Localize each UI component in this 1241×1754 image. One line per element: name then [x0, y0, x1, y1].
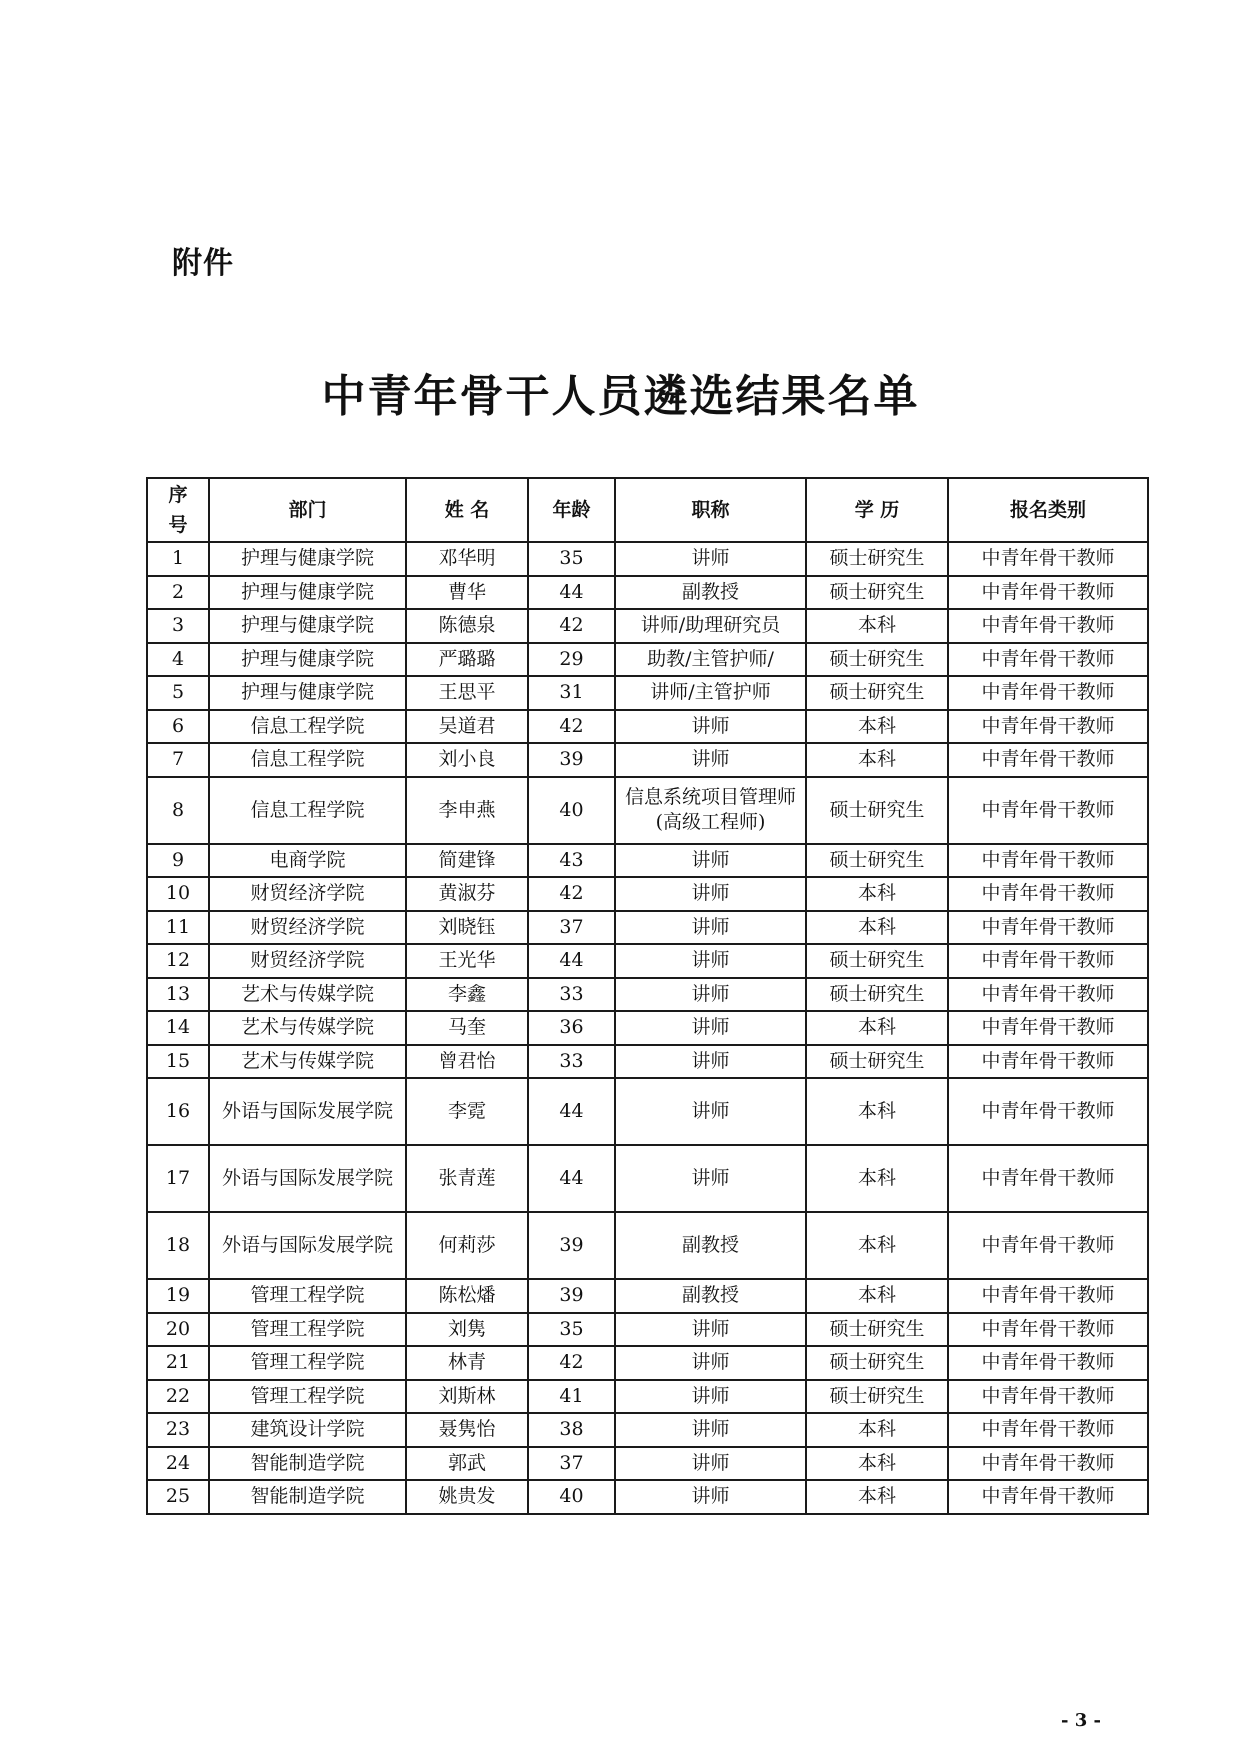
cell-department: 电商学院: [209, 844, 406, 878]
header-seq-line1: 序: [168, 484, 188, 506]
cell-age: 31: [528, 676, 615, 710]
header-seq-line2: 号: [168, 514, 188, 536]
cell-name: 刘晓钰: [406, 911, 528, 945]
cell-seq: 24: [147, 1447, 209, 1481]
cell-title: 讲师: [615, 1145, 806, 1212]
cell-title: 讲师: [615, 743, 806, 777]
cell-name: 王思平: [406, 676, 528, 710]
cell-title: 讲师: [615, 1313, 806, 1347]
table-row: [147, 1078, 1148, 1145]
table-row: [147, 1480, 1148, 1514]
cell-department: 外语与国际发展学院: [209, 1145, 406, 1212]
cell-education: 硕士研究生: [806, 844, 948, 878]
cell-category: 中青年骨干教师: [948, 1212, 1148, 1279]
cell-name: 刘小良: [406, 743, 528, 777]
cell-category: 中青年骨干教师: [948, 944, 1148, 978]
cell-department: 管理工程学院: [209, 1346, 406, 1380]
table-body: [147, 542, 1148, 1514]
cell-age: 35: [528, 542, 615, 576]
cell-education: 硕士研究生: [806, 1346, 948, 1380]
cell-department: 护理与健康学院: [209, 576, 406, 610]
cell-name: 聂隽怡: [406, 1413, 528, 1447]
cell-category: 中青年骨干教师: [948, 1447, 1148, 1481]
cell-age: 44: [528, 944, 615, 978]
cell-category: 中青年骨干教师: [948, 1279, 1148, 1313]
cell-education: 本科: [806, 1480, 948, 1514]
cell-age: 33: [528, 978, 615, 1012]
cell-name: 李霓: [406, 1078, 528, 1145]
cell-age: 36: [528, 1011, 615, 1045]
cell-department: 财贸经济学院: [209, 911, 406, 945]
cell-education: 硕士研究生: [806, 944, 948, 978]
cell-education: 本科: [806, 1447, 948, 1481]
cell-title: 讲师/助理研究员: [615, 609, 806, 643]
cell-category: 中青年骨干教师: [948, 1045, 1148, 1079]
header-name: 姓 名: [406, 478, 528, 542]
table-row: [147, 1212, 1148, 1279]
cell-seq: 7: [147, 743, 209, 777]
cell-education: 硕士研究生: [806, 676, 948, 710]
cell-category: 中青年骨干教师: [948, 911, 1148, 945]
cell-age: 37: [528, 911, 615, 945]
cell-name: 严璐璐: [406, 643, 528, 677]
cell-title: 副教授: [615, 576, 806, 610]
cell-seq: 6: [147, 710, 209, 744]
cell-title: 副教授: [615, 1279, 806, 1313]
cell-department: 艺术与传媒学院: [209, 1011, 406, 1045]
cell-category: 中青年骨干教师: [948, 643, 1148, 677]
cell-education: 本科: [806, 743, 948, 777]
cell-category: 中青年骨干教师: [948, 1380, 1148, 1414]
cell-seq: 20: [147, 1313, 209, 1347]
table-header-row: [147, 478, 1148, 542]
cell-category: 中青年骨干教师: [948, 844, 1148, 878]
cell-education: 硕士研究生: [806, 978, 948, 1012]
cell-name: 李申燕: [406, 777, 528, 844]
cell-category: 中青年骨干教师: [948, 1313, 1148, 1347]
cell-seq: 4: [147, 643, 209, 677]
cell-title: 副教授: [615, 1212, 806, 1279]
cell-seq: 21: [147, 1346, 209, 1380]
cell-name: 陈松燔: [406, 1279, 528, 1313]
cell-category: 中青年骨干教师: [948, 743, 1148, 777]
cell-seq: 25: [147, 1480, 209, 1514]
cell-education: 硕士研究生: [806, 542, 948, 576]
cell-seq: 23: [147, 1413, 209, 1447]
cell-department: 建筑设计学院: [209, 1413, 406, 1447]
cell-category: 中青年骨干教师: [948, 1011, 1148, 1045]
cell-name: 刘斯林: [406, 1380, 528, 1414]
cell-name: 李鑫: [406, 978, 528, 1012]
attachment-label: 附件: [172, 246, 234, 281]
cell-age: 33: [528, 1045, 615, 1079]
cell-seq: 22: [147, 1380, 209, 1414]
cell-department: 财贸经济学院: [209, 877, 406, 911]
cell-title: 讲师: [615, 1447, 806, 1481]
cell-seq: 3: [147, 609, 209, 643]
cell-seq: 11: [147, 911, 209, 945]
cell-education: 硕士研究生: [806, 1045, 948, 1079]
cell-age: 44: [528, 1078, 615, 1145]
cell-title: 讲师: [615, 710, 806, 744]
cell-age: 43: [528, 844, 615, 878]
cell-category: 中青年骨干教师: [948, 542, 1148, 576]
table-row: [147, 1380, 1148, 1414]
cell-education: 硕士研究生: [806, 576, 948, 610]
cell-name: 邓华明: [406, 542, 528, 576]
cell-name: 吴道君: [406, 710, 528, 744]
cell-title: 讲师: [615, 1045, 806, 1079]
cell-age: 39: [528, 743, 615, 777]
cell-seq: 8: [147, 777, 209, 844]
cell-seq: 1: [147, 542, 209, 576]
cell-name: 姚贵发: [406, 1480, 528, 1514]
cell-education: 硕士研究生: [806, 1380, 948, 1414]
table-row: [147, 609, 1148, 643]
cell-name: 曹华: [406, 576, 528, 610]
header-seq: [147, 478, 209, 542]
cell-department: 护理与健康学院: [209, 676, 406, 710]
table-row: [147, 676, 1148, 710]
cell-age: 40: [528, 777, 615, 844]
cell-category: 中青年骨干教师: [948, 1480, 1148, 1514]
cell-name: 简建锋: [406, 844, 528, 878]
cell-department: 艺术与传媒学院: [209, 1045, 406, 1079]
cell-title: 讲师: [615, 877, 806, 911]
cell-category: 中青年骨干教师: [948, 877, 1148, 911]
cell-seq: 12: [147, 944, 209, 978]
cell-category: 中青年骨干教师: [948, 609, 1148, 643]
cell-department: 外语与国际发展学院: [209, 1078, 406, 1145]
cell-department: 信息工程学院: [209, 743, 406, 777]
cell-department: 信息工程学院: [209, 710, 406, 744]
table-row: [147, 777, 1148, 844]
cell-category: 中青年骨干教师: [948, 777, 1148, 844]
cell-category: 中青年骨干教师: [948, 1145, 1148, 1212]
cell-title: 助教/主管护师/: [615, 643, 806, 677]
cell-department: 信息工程学院: [209, 777, 406, 844]
cell-education: 硕士研究生: [806, 643, 948, 677]
cell-name: 马奎: [406, 1011, 528, 1045]
table-row: [147, 1346, 1148, 1380]
cell-age: 37: [528, 1447, 615, 1481]
cell-seq: 15: [147, 1045, 209, 1079]
cell-title: 信息系统项目管理师(高级工程师): [615, 777, 806, 844]
cell-name: 刘隽: [406, 1313, 528, 1347]
cell-age: 39: [528, 1212, 615, 1279]
table-row: [147, 1279, 1148, 1313]
cell-title: 讲师: [615, 1413, 806, 1447]
cell-category: 中青年骨干教师: [948, 710, 1148, 744]
table-row: [147, 1145, 1148, 1212]
cell-education: 硕士研究生: [806, 1313, 948, 1347]
cell-category: 中青年骨干教师: [948, 576, 1148, 610]
cell-name: 何莉莎: [406, 1212, 528, 1279]
cell-seq: 10: [147, 877, 209, 911]
table-row: [147, 576, 1148, 610]
cell-department: 智能制造学院: [209, 1480, 406, 1514]
cell-age: 42: [528, 877, 615, 911]
cell-age: 38: [528, 1413, 615, 1447]
cell-title: 讲师/主管护师: [615, 676, 806, 710]
header-category: 报名类别: [948, 478, 1148, 542]
selection-results-table: [146, 477, 1149, 1515]
cell-age: 40: [528, 1480, 615, 1514]
cell-name: 陈德泉: [406, 609, 528, 643]
cell-title: 讲师: [615, 944, 806, 978]
cell-age: 39: [528, 1279, 615, 1313]
table-row: [147, 1447, 1148, 1481]
cell-education: 本科: [806, 911, 948, 945]
cell-title: 讲师: [615, 1380, 806, 1414]
table-row: [147, 944, 1148, 978]
table-row: [147, 710, 1148, 744]
cell-department: 智能制造学院: [209, 1447, 406, 1481]
cell-education: 本科: [806, 1011, 948, 1045]
cell-department: 管理工程学院: [209, 1279, 406, 1313]
cell-age: 42: [528, 1346, 615, 1380]
cell-education: 本科: [806, 1413, 948, 1447]
cell-seq: 13: [147, 978, 209, 1012]
table-row: [147, 542, 1148, 576]
cell-department: 财贸经济学院: [209, 944, 406, 978]
table-row: [147, 743, 1148, 777]
cell-education: 本科: [806, 1279, 948, 1313]
cell-department: 护理与健康学院: [209, 643, 406, 677]
cell-age: 29: [528, 643, 615, 677]
cell-department: 管理工程学院: [209, 1313, 406, 1347]
cell-department: 艺术与传媒学院: [209, 978, 406, 1012]
cell-seq: 5: [147, 676, 209, 710]
cell-education: 本科: [806, 1212, 948, 1279]
header-age: 年龄: [528, 478, 615, 542]
table-row: [147, 877, 1148, 911]
page-number: - 3 -: [1061, 1710, 1101, 1731]
cell-seq: 19: [147, 1279, 209, 1313]
cell-title: 讲师: [615, 542, 806, 576]
cell-title: 讲师: [615, 844, 806, 878]
cell-name: 王光华: [406, 944, 528, 978]
cell-department: 外语与国际发展学院: [209, 1212, 406, 1279]
table-row: [147, 911, 1148, 945]
cell-education: 本科: [806, 1078, 948, 1145]
table-row: [147, 1011, 1148, 1045]
cell-title: 讲师: [615, 1346, 806, 1380]
cell-name: 张青莲: [406, 1145, 528, 1212]
document-title: 中青年骨干人员遴选结果名单: [321, 371, 920, 422]
cell-age: 44: [528, 1145, 615, 1212]
table-row: [147, 1413, 1148, 1447]
cell-department: 护理与健康学院: [209, 609, 406, 643]
cell-age: 42: [528, 609, 615, 643]
cell-title: 讲师: [615, 911, 806, 945]
cell-seq: 9: [147, 844, 209, 878]
cell-department: 管理工程学院: [209, 1380, 406, 1414]
header-title: 职称: [615, 478, 806, 542]
cell-age: 44: [528, 576, 615, 610]
cell-education: 本科: [806, 1145, 948, 1212]
cell-name: 林青: [406, 1346, 528, 1380]
cell-age: 41: [528, 1380, 615, 1414]
cell-education: 本科: [806, 609, 948, 643]
cell-seq: 16: [147, 1078, 209, 1145]
cell-title: 讲师: [615, 1078, 806, 1145]
cell-category: 中青年骨干教师: [948, 1413, 1148, 1447]
cell-education: 硕士研究生: [806, 777, 948, 844]
cell-title: 讲师: [615, 978, 806, 1012]
cell-category: 中青年骨干教师: [948, 1346, 1148, 1380]
table-row: [147, 1313, 1148, 1347]
cell-education: 本科: [806, 710, 948, 744]
table-row: [147, 643, 1148, 677]
cell-seq: 18: [147, 1212, 209, 1279]
cell-seq: 14: [147, 1011, 209, 1045]
cell-education: 本科: [806, 877, 948, 911]
cell-department: 护理与健康学院: [209, 542, 406, 576]
cell-category: 中青年骨干教师: [948, 676, 1148, 710]
table-row: [147, 978, 1148, 1012]
cell-title: 讲师: [615, 1011, 806, 1045]
cell-category: 中青年骨干教师: [948, 978, 1148, 1012]
cell-name: 黄淑芬: [406, 877, 528, 911]
cell-age: 35: [528, 1313, 615, 1347]
cell-name: 曾君怡: [406, 1045, 528, 1079]
table-row: [147, 1045, 1148, 1079]
cell-category: 中青年骨干教师: [948, 1078, 1148, 1145]
cell-title: 讲师: [615, 1480, 806, 1514]
cell-age: 42: [528, 710, 615, 744]
cell-name: 郭武: [406, 1447, 528, 1481]
cell-seq: 2: [147, 576, 209, 610]
table-row: [147, 844, 1148, 878]
cell-seq: 17: [147, 1145, 209, 1212]
header-education: 学 历: [806, 478, 948, 542]
header-department: 部门: [209, 478, 406, 542]
